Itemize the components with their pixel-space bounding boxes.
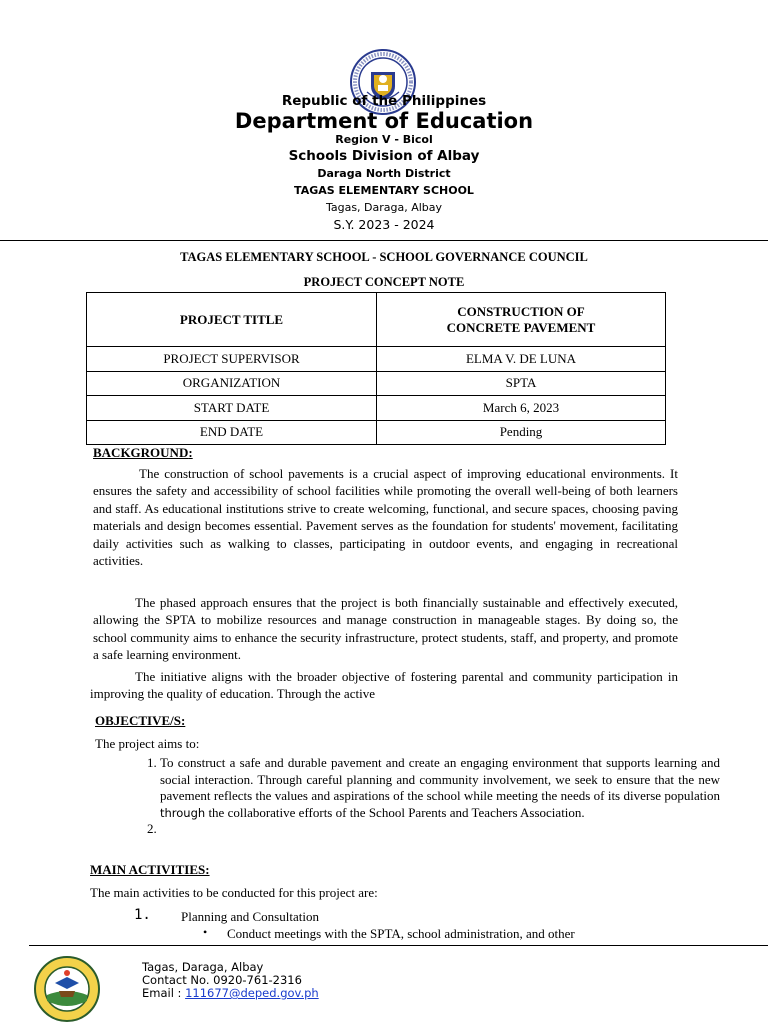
footer-address: Tagas, Daraga, Albay xyxy=(142,960,264,974)
background-heading-colon: : xyxy=(188,445,193,460)
objectives-heading: OBJECTIVE/S: xyxy=(95,713,186,728)
table-row xyxy=(87,420,666,445)
footer-email-label: Email : xyxy=(142,986,182,1000)
project-title-value: CONSTRUCTION OF CONCRETE PAVEMENT xyxy=(446,303,596,335)
school-logo xyxy=(33,955,101,1023)
activities-heading: MAIN ACTIVITIES: xyxy=(90,862,210,877)
table-row xyxy=(87,293,666,347)
table-cell-label: START DATE xyxy=(87,396,377,421)
table-cell-value: ELMA V. DE LUNA xyxy=(377,347,666,372)
header-republic: Republic of the Philippines xyxy=(281,93,487,109)
header-school: TAGAS ELEMENTARY SCHOOL xyxy=(294,184,474,197)
table-cell-value: SPTA xyxy=(377,371,666,396)
background-paragraph-1: The construction of school pavements is a crucial aspect of improving educational environments. It ensures the safety and accessibility of school facilities while promoting the overall well-being of both learners and staff. As educational institutions strive to create welcoming, functional, and secure spaces, choosing paving materials and design becomes essential. Pavement serves as the foundation for students' movement, facilitating daily activities such as walking to classes, participating in outdoor events, and engaging in recreational activities. xyxy=(93,466,678,569)
table-row xyxy=(87,371,666,396)
background-paragraph-3: The initiative aligns with the broader objective of fostering parental and community participation in improving the quality of education. Through the active xyxy=(90,669,678,702)
header-district: Daraga North District xyxy=(317,167,451,180)
list-item xyxy=(160,821,720,838)
background-heading-text: BACKGROUND xyxy=(93,445,189,460)
bullet-icon: • xyxy=(203,925,208,939)
objective-1-text-end: the collaborative efforts of the School Parents and Teachers Association. xyxy=(205,804,585,820)
background-paragraph-2: The phased approach ensures that the project is both financially sustainable and effectively executed, allowing the SPTA to mobilize resources and manage construction in manageable stages. By doing so, the school community aims to enhance the security infrastructure, protect students, staff, and property, and promote a safe learning environment. xyxy=(93,595,678,663)
activity-number: 1. xyxy=(134,907,151,923)
table-cell-label: PROJECT SUPERVISOR xyxy=(87,347,377,372)
concept-note-title: PROJECT CONCEPT NOTE xyxy=(303,275,465,289)
activities-intro: The main activities to be conducted for this project are: xyxy=(90,885,378,900)
footer-email-line xyxy=(142,986,319,1000)
header-department: Department of Education xyxy=(234,109,534,133)
list-item xyxy=(160,755,720,821)
table-row xyxy=(87,396,666,421)
footer-contact: Contact No. 0920-761-2316 xyxy=(142,973,302,987)
table-cell-value: March 6, 2023 xyxy=(377,396,666,421)
project-info-table xyxy=(86,292,666,445)
table-cell-value xyxy=(377,293,666,347)
objective-1-text: To construct a safe and durable pavement and create an engaging environment that supports learning and social interaction. Through careful planning and community involvement, we seek to ensure that the new pavement reflects the values and aspirations of the school while meeting the needs of its diverse population xyxy=(160,755,720,804)
objectives-list xyxy=(118,755,720,838)
header-school-year: S.Y. 2023 - 2024 xyxy=(333,217,435,232)
header-divider xyxy=(0,240,768,241)
header-division: Schools Division of Albay xyxy=(288,148,480,164)
activity-1-text: Planning and Consultation xyxy=(181,909,319,924)
table-cell-label: PROJECT TITLE xyxy=(87,293,377,347)
activity-1-bullet-text: Conduct meetings with the SPTA, school administration, and other xyxy=(227,926,575,941)
footer-divider xyxy=(29,945,768,946)
footer-email-link[interactable]: 111677@deped.gov.ph xyxy=(185,986,319,1000)
background-heading xyxy=(93,445,193,461)
objectives-intro: The project aims to: xyxy=(95,736,200,751)
table-row xyxy=(87,347,666,372)
table-cell-label: ORGANIZATION xyxy=(87,371,377,396)
header-region: Region V - Bicol xyxy=(335,133,433,146)
objective-1-through: through xyxy=(160,805,206,820)
council-title: TAGAS ELEMENTARY SCHOOL - SCHOOL GOVERNANCE COUNCIL xyxy=(180,250,588,264)
table-cell-value: Pending xyxy=(377,420,666,445)
header-address: Tagas, Daraga, Albay xyxy=(325,201,443,214)
table-cell-label: END DATE xyxy=(87,420,377,445)
